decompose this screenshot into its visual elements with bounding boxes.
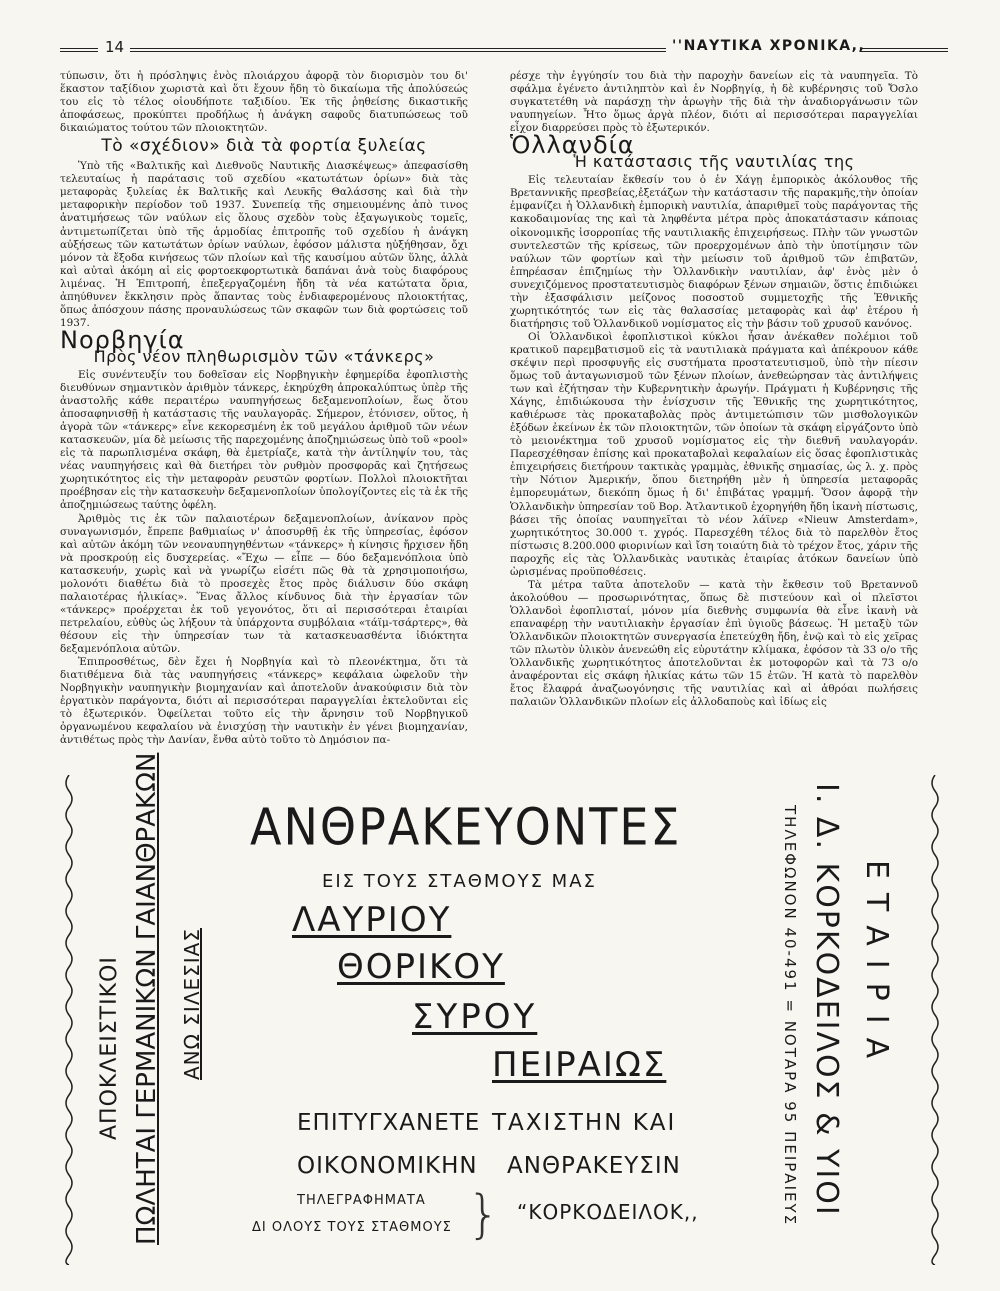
telegram-address: “ΚΟΡΚΟΔΕΙΛΟΚ,, xyxy=(517,1200,699,1224)
left-wavy-border xyxy=(62,775,76,1265)
masthead: ''ΝΑΥΤΙΚΑ ΧΡΟΝΙΚΑ,, xyxy=(672,38,866,54)
timber-paragraph: Ὑπὸ τῆς «Βαλτικῆς καὶ Διεθνοῦς Ναυτικῆς Διασκέψεως» ἀπεφασίσθη τελευταίως ἡ παράτασις τοῦ σχεδίου «κατωτάτων ὁρίων» διὰ τὰς μεταφορὰς ξυλείας ἐκ Βαλτικῆς καὶ Λευκῆς Θαλάσσης καὶ διὰ τὴν μεταφορικὴν περίοδον τοῦ 1937. Συνεπείᾳ τῆς σημειουμένης ἀπὸ τινος ἀνατιμήσεως τῶν ναύλων εἰς ὅλους σχεδὸν τοὺς ἐξαγωγικοὺς τομεῖς, ἀντιμετωπίζεται ὑπὸ τῆς ἁρμοδίας ἐπιτροπῆς τοῦ σχεδίου ἡ ἀνάγκη αὐξήσεως τῶν κατωτάτων ὁρίων ναύλων, ἐφόσον μάλιστα ηὐξήθησαν, ὄχι μόνον τὰ ἔξοδα κινήσεως τῶν πλοίων καὶ τῆς καυσίμου αὐτῶν ὕλης, ἀλλὰ καὶ αὐταὶ ἀκόμη αἱ εἰς φορτοεκφορτωτικὰ δαπάναι ἀνὰ τοὺς διαφόρους λιμένας. Ἡ Ἐπιτροπή, ἐπεξεργαζομένη ἤδη τὰ νέα κατώτατα ὅρια, ἀπηύθυνεν ἔκκλησιν πρὸς ἅπαντας τοὺς ἐνδιαφερομένους πλοιοκτήτας, ὅπως ἀπόσχουν πάσης προναυλώσεως τῶν σκαφῶν των διὰ φορτώσεις τοῦ 1937. xyxy=(60,160,468,329)
article-continuation: τύπωσιν, ὅτι ἡ πρόσληψις ἑνὸς πλοιάρχου ἀφορᾷ τὸν διορισμὸν του δι' ἕκαστον ταξίδιον χωριστὰ καὶ ὅτι ἔχουν ἤδη τὸ δικαίωμα τῆς ἀπολύσεώς του εἰς τὸ τέλος οἱουδήποτε ταξιδίου. Ἐκ τῆς ῥηθείσης δικαστικῆς ἀποφάσεως, προκύπτει προδήλως ἡ ἀνάγκη σαφοῦς διατυπώσεως τοῦ δικαιώματος τούτου τῶν πλοιοκτητῶν. xyxy=(60,70,468,135)
holland-paragraph-2: Οἱ Ὁλλανδικοὶ ἐφοπλιστικοὶ κύκλοι ἦσαν ἀνέκαθεν πολέμιοι τοῦ κρατικοῦ παρεμβατισμοῦ εἰς τὰ ναυτιλιακὰ πράγματα καὶ ἀπέκρουον κάθε σκέψιν περὶ προσφυγῆς εἰς συστήματα προστατευτισμοῦ, ὑπὸ τὴν πίεσιν ὅμως τοῦ ἀνταγωνισμοῦ τῶν ξένων πλοίων, ἀνεθεώρησαν τὰς ἀντιλήψεις των καὶ ἐζήτησαν τὴν Κυβερνητικὴν ἀρωγήν. Πράγματι ἡ Κυβέρνησις τῆς Χάγης, ἐπιδιώκουσα τὴν ἐνίσχυσιν τῆς Ἐθνικῆς της χωρητικότητος, καθιέρωσε τὰς προκαταβολὰς πρὸς ἀντιμετώπισιν τῶν μισθολογικῶν ἐξόδων ἐκείνων ἐκ τῶν πλοιοκτητῶν, τῶν ὁποίων τὰ σκάφη εἰργάζοντο ὑπὸ τὸ μειονέκτημα τοῦ χρυσοῦ νομίσματος εἰς τὴν διεθνῆ ναυλαγοράν. Παρεσχέθησαν ἐπίσης καὶ προκαταβολαὶ κεφαλαίων εἰς ὅσας ἐφοπλιστικὰς ἐπιχειρήσεις διετήρουν τακτικὰς γραμμὰς, ἐθνικῆς σημασίας, ὡς λ. χ. πρὸς τὴν Νότιον Ἀμερικήν, ὅπου διετηρήθη μὲν ἡ ὑπηρεσία μεταφορᾶς ἐμπορευμάτων, διεκόπη ὅμως ἡ δι' ἐπιβάτας γραμμή. Ὅσον ἀφορᾷ τὴν Ὁλλανδικὴν ὑπηρεσίαν τοῦ Βορ. Ἀτλαντικοῦ ἐχορηγήθη ἤδη ἱκανὴ πίστωσις, βάσει τῆς ὁποίας ναυπηγεῖται τὸ νέον λάϊνερ «Nieuw Amsterdam», χωρητικότητος 30.000 τ. χγρός. Παρεσχέθη τέλος διὰ τὸ παρελθὸν ἔτος πίστωσις 8.200.000 φιορινίων καὶ ἴση τοιαύτη διὰ τὸ τρέχον ἔτος, χάριν τῆς παροχῆς εἰς τὰς Ὁλλανδικὰς ναυτικὰς ἑταιρίας ἀτόκων δανείων ὑπὸ ὡρισμένας προϋποθέσεις. xyxy=(510,330,918,578)
page-number: 14 xyxy=(105,38,125,56)
station-syros: ΣΥΡΟΥ xyxy=(412,997,538,1037)
header-rule-middle xyxy=(130,48,666,52)
telegram-label: ΤΗΛΕΓΡΑΦΗΜΑΤΑ xyxy=(297,1193,426,1208)
vertical-exclusive: ΑΠΟΚΛΕΙΣΤΙΚΟΙ xyxy=(97,956,122,1140)
header-rule-left xyxy=(60,48,98,52)
vertical-company-name: Ι. Δ. ΚΟΡΚΟΔΕΙΛΟΣ & ΥΙΟΙ xyxy=(809,783,844,1217)
norway-continuation: ρέσχε τὴν ἐγγύησίν του διὰ τὴν παροχὴν δανείων εἰς τὰ ναυπηγεῖα. Τὸ σφάλμα ἐγένετο ἀντιληπτὸν καὶ ἐν Νορβηγίᾳ, ἡ δὲ κυβέρνησις τοῦ Ὄσλο συγκατετέθη νὰ παράσχῃ τὴν ἀρωγὴν τῆς διὰ τὴν ἀναδιοργάνωσιν τῶν ναυπηγείων. Ἦτο ὅμως ἀργὰ πλέον, διότι αἱ περισσότεραι παραγγελίαι εἶχον διαρρεύσει πρὸς τὸ ἐξωτερικόν. xyxy=(510,70,918,135)
vertical-sellers: ΠΩΛΗΤΑΙ ΓΕΡΜΑΝΙΚΩΝ ΓΑΙΑΝΘΡΑΚΩΝ xyxy=(132,752,162,1245)
section-title-tankers: Πρὸς νέον πληθωρισμὸν τῶν «τάνκερς» xyxy=(93,346,435,366)
vertical-phone-address: ΤΗΛΕΦΩΝΟΝ 40-491 = ΝΟΤΑΡΑ 95 ΠΕΙΡΑΙΕΥΣ xyxy=(781,805,799,1227)
slogan-coaling: ΑΝΘΡΑΚΕΥΣΙΝ xyxy=(507,1153,681,1179)
tankers-paragraph-3: Ἐπιπροσθέτως, δὲν ἔχει ἡ Νορβηγία καὶ τὸ πλεονέκτημα, ὅτι τὰ διατιθέμενα διὰ τὰς ναυπηγήσεις «τάνκερς» κεφάλαια ὠφελοῦν τὴν Νορβηγικὴν ναυπηγικὴν βιομηχανίαν καὶ ἀποτελοῦν ἀνακούφισιν διὰ τὸν ἐργατικὸν παράγοντα, διότι αἱ περισσότεραι παραγγελίαι ἐκτελοῦνται εἰς τὸ ἐξωτερικόν. Ὀφείλεται τοῦτο εἰς τὴν ἄρνησιν τοῦ Νορβηγικοῦ ὀργανωμένου κεφαλαίου νὰ ἐνισχύσῃ τὴν ναυτικὴν ἐν γένει βιομηχανίαν, ἀντιθέτως πρὸς τὴν Δανίαν, ἔνθα αὐτὸ τοῦτο τὸ Δημόσιον πα- xyxy=(60,656,468,747)
vertical-company-word: ΕΤΑΙΡΙΑ xyxy=(859,860,894,1073)
vertical-upper-silesia: ΑΝΩ ΣΙΛΕΣΙΑΣ xyxy=(180,928,204,1080)
slogan-economic: ΟΙΚΟΝΟΜΙΚΗΝ xyxy=(297,1153,478,1179)
holland-paragraph-1: Εἰς τελευταίαν ἔκθεσίν του ὁ ἐν Χάγῃ ἐμπορικὸς ἀκόλουθος τῆς Βρεταννικῆς πρεσβείας,ἐξετάζων τὴν κατάστασιν τῆς παρακμῆς,τὴν ὁποίαν ἐμφανίζει ἡ Ὁλλανδικὴ ἐμπορικὴ ναυτιλία, ἀπαριθμεῖ τοὺς παράγοντας τῆς κακοδαιμονίας της καὶ τὰ ληφθέντα μέτρα πρὸς ἀποκατάστασιν κάποιας οἰκονομικῆς ἰσορροπίας τῆς ναυτιλιακῆς ἐπιχειρήσεως. Πλὴν τῶν γνωστῶν συντελεστῶν τῆς κρίσεως, τῶν προερχομένων ἀπὸ τὴν ὑποτίμησιν τῶν ναύλων τῶν φορτίων καὶ τὴν μείωσιν τοῦ ἀριθμοῦ τῶν ἐπιβατῶν, ἐπηρέασαν ἐπιζημίως τὴν Ὁλλανδικὴν ναυτιλίαν, ἀφ' ἑνὸς μὲν ὁ συνεχιζόμενος προστατευτισμὸς διαφόρων ξένων σημαιῶν, ὅστις ἐπιδιώκει τὴν ἐξασφάλισιν μείζονος ποσοστοῦ συμμετοχῆς τῆς Ἐθνικῆς χωρητικότητός των εἰς τὰς θαλασσίας μεταφορὰς καὶ ἀφ' ἑτέρου ἡ διατήρησις τοῦ Ὁλλανδικοῦ νομίσματος εἰς τὴν βάσιν τοῦ χρυσοῦ κανόνος. xyxy=(510,174,918,330)
section-title-timber: Τὸ «σχέδιον» διὰ τὰ φορτία ξυλείας xyxy=(101,136,427,157)
right-column xyxy=(510,70,918,709)
left-column xyxy=(60,70,468,747)
page-header xyxy=(60,38,948,60)
country-heading-norway: Νορβηγία xyxy=(60,325,185,354)
tankers-paragraph-2: Ἀριθμὸς τις ἐκ τῶν παλαιοτέρων δεξαμενοπλοίων, ἀνίκανον πρὸς συναγωνισμόν, ἔπρεπε βαθμιαίως ν' ἀποσυρθῇ ἐκ τῆς ὑπηρεσίας, ἐφόσον καὶ αὐτῶν ἀκόμη τῶν νεοναυπηγηθέντων «τάνκερς» ἡ κίνησις ἤρχισεν ἤδη νὰ προσκρούῃ εἰς δυσχερείας. «Ἔχω — εἶπε — δύο δεξαμενόπλοια ὑπὸ κατασκευήν, χωρὶς καὶ νὰ γνωρίζω εἰσέτι πῶς θὰ τὰ χρησιμοποιήσω, μολονότι διαθέτω διὰ τὸ προσεχὲς ἔτος πρὸς διάλυσιν δύο σκάφη παλαιοτέρας ἡλικίας». Ἕνας ἄλλος κίνδυνος διὰ τὴν ἐργασίαν τῶν «τάνκερς» προέρχεται ἐκ τοῦ γεγονότος, ὅτι αἱ περισσότεραι ἑταιρίαι πετρελαίου, εὐθὺς ὡς λήξουν τὰ ὑπάρχοντα συμβόλαια «τάϊμ-τσάρτερς», θὰ θέσουν εἰς τὴν ὑπηρεσίαν των τὰ κατασκευασθέντα ἰδιόκτητα δεξαμενόπλοια αὐτῶν. xyxy=(60,512,468,655)
header-rule-right xyxy=(860,48,948,52)
section-title-holland-shipping: Ἡ κατάστασις τῆς ναυτιλίας της xyxy=(573,152,855,172)
coal-advertisement xyxy=(62,752,942,1265)
ad-center-block xyxy=(242,775,762,1265)
country-heading-holland: Ὁλλανδία xyxy=(510,131,635,160)
slogan-achieve: ΕΠΙΤΥΓΧΑΝΕΤΕ xyxy=(297,1110,481,1136)
holland-paragraph-3: Τὰ μέτρα ταῦτα ἀποτελοῦν — κατὰ τὴν ἔκθεσιν τοῦ Βρεταννοῦ ἀκολούθου — προσωρινότητας, ὅπως δὲ πιστεύουν καὶ οἱ πλεῖστοι Ὁλλανδοὶ ἐφοπλισταί, μόνον μία διεθνὴς συμφωνία θὰ εἶνε ἱκανὴ νὰ επαναφέρῃ τὴν ναυτιλιακὴν ἐργασίαν ἐπὶ ὑγιοῦς βάσεως. Ἡ μεταξὺ τῶν Ὁλλανδικῶν πλοιοκτητῶν συνεργασία ἐπετεύχθη ἤδη, ἐνῷ καὶ τὸ εἰς χεῖρας τῶν πλωτὸν ὑλικὸν ἀνενεώθη εἰς εὐρυτάτην κλίμακα, ἐφόσον τὰ 33 ο/ο τῆς Ὁλλανδικῆς χωρητικότητος ἀποτελοῦνται ἐκ μοτοφορῶν καὶ τὰ 73 ο/ο ἀναφέρονται εἰς σκάφη ἡλικίας κάτω τῶν 15 ἐτῶν. Ἡ κατὰ τὸ παρελθὸν ἔτος ἔλαφρά ἀναζωογόνησις τῆς ναυτιλίας καὶ αἱ ἀθρόαι πωλήσεις παλαιῶν Ὁλλανδικῶν πλοίων εἰς ἀλλοδαποὺς καὶ ἰδίως εἰς xyxy=(510,578,918,709)
telegram-all-stations: ΔΙ ΟΛΟΥΣ ΤΟΥΣ ΣΤΑΘΜΟΥΣ xyxy=(252,1220,452,1235)
right-wavy-border xyxy=(928,775,942,1265)
station-laurion: ΛΑΥΡΙΟΥ xyxy=(292,900,452,940)
station-piraeus: ΠΕΙΡΑΙΩΣ xyxy=(492,1045,667,1085)
ad-stations-intro: ΕΙΣ ΤΟΥΣ ΣΤΑΘΜΟΥΣ ΜΑΣ xyxy=(322,871,597,892)
brace-icon: } xyxy=(467,1185,501,1245)
ad-headline: ΑΝΘΡΑΚΕΥΟΝΤΕΣ xyxy=(250,797,682,857)
station-thorikos: ΘΟΡΙΚΟΥ xyxy=(337,947,505,987)
slogan-fastest: ΤΑΧΙΣΤΗΝ ΚΑΙ xyxy=(492,1110,677,1136)
tankers-paragraph-1: Εἰς συνέντευξίν του δοθεῖσαν εἰς Νορβηγικὴν ἐφημερίδα ἐφοπλιστὴς διευθύνων σημαντικὸν ἀριθμὸν τάνκερς, ἐκηρύχθη ἀπροκαλύπτως ὑπὲρ τῆς ἀναστολῆς κάθε περαιτέρω ναυπηγήσεως δεξαμενοπλοίων, ἕως ὅτου ἀποσαφηνισθῇ ἡ κατάστασις τῆς ναυλαγορᾶς. Σήμερον, ἐτόνισεν, οὕτος, ἡ ἀγορὰ τῶν «τάνκερς» εἶνε κεκορεσμένη ἐκ τοῦ μεγάλου ἀριθμοῦ τῶν νέων κατασκευῶν, μία δὲ μείωσις τῆς παρεχομένης ἀποζημιώσεως ὑπὸ τοῦ «pool» εἰς τὰ παρωπλισμένα σκάφη, θὰ ἐμετρίαζε, κατὰ τὴν ἀντίληψίν του, τὰς νέας ναυπηγήσεις καὶ θὰ διετήρει τὸν ρυθμὸν προσφορᾶς καὶ ζητήσεως χωρητικότητος εἰς τὴν μεταφορὰν ρευστῶν φορτίων. Πολλοὶ πλοιοκτῆται προέβησαν εἰς τὴν κατασκευὴν δεξαμενοπλοίων ὑπολογίζοντες εἰς τὰ ἐκ τῆς ἀποζημιώσεως ταύτης ὀφέλη. xyxy=(60,368,468,512)
